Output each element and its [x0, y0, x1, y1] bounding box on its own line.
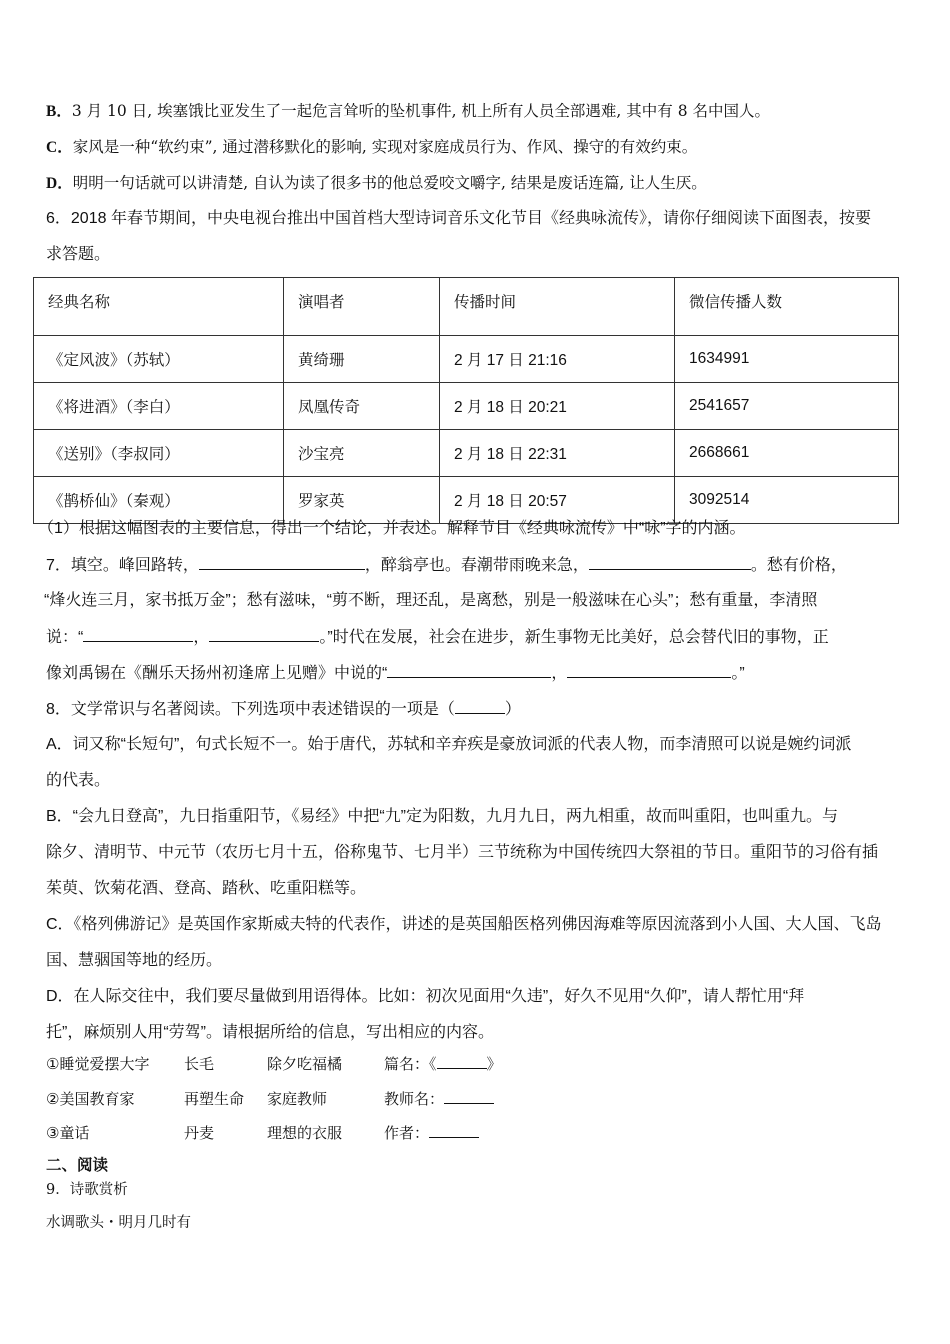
q8-option-d-line1: D．在人际交往中，我们要尽量做到用语得体。比如：初次见面用“久违”，好久不见用“久仰”，请人帮忙用“拜 [46, 988, 805, 1005]
clue-answer [384, 1088, 494, 1109]
q7-line2: “烽火连三月，家书抵万金”；愁有滋味，“剪不断，理还乱，是离愁，别是一般滋味在心头”；愁有重量，李清照 [44, 592, 818, 609]
answer-label: 教师名： [384, 1090, 445, 1108]
table-row [34, 430, 899, 477]
q8-option-b-line1: B．“会九日登高”，九日指重阳节，《易经》中把“九”定为阳数，九月九日，两九相重，故而叫重阳，也叫重九。与 [46, 808, 838, 825]
answer-blank[interactable] [429, 1123, 479, 1138]
clue-answer [384, 1122, 479, 1143]
q7-text: 7．填空。峰回路转， [46, 557, 199, 574]
q7-line3 [46, 627, 829, 648]
q7-text: 。” [731, 665, 745, 682]
table-cell: 3092514 [675, 477, 899, 524]
table-cell: 黄绮珊 [284, 336, 440, 383]
clue-cell: ③童话 [46, 1124, 90, 1142]
q8-option-d-line2: 托”，麻烦别人用“劳驾”。请根据所给的信息，写出相应的内容。 [46, 1024, 494, 1041]
table-header-cell: 传播时间 [440, 278, 675, 336]
q6-subquestion-1: （1）根据这幅图表的主要信息，得出一个结论，并表述。解释节目《经典咏流传》中“咏”字的内涵。 [38, 520, 746, 537]
option-text: 明明一句话就可以讲清楚, 自认为读了很多书的他总爱咬文嚼字, 结果是废话连篇, 让人生厌。 [72, 174, 707, 192]
table-cell: 2668661 [675, 430, 899, 477]
table-cell: 罗家英 [284, 477, 440, 524]
q8-option-a-line1: A．词又称“长短句”，句式长短不一。始于唐代，苏轼和辛弃疾是豪放词派的代表人物，而李清照可以说是婉约词派 [46, 736, 852, 753]
q8-option-b-line2: 除夕、清明节、中元节（农历七月十五，俗称鬼节、七月半）三节统称为中国传统四大祭祖的节日。重阳节的习俗有插 [46, 844, 879, 861]
q7-text: ，醉翁亭也。春潮带雨晚来急， [364, 557, 589, 574]
clue-cell: 长毛 [184, 1055, 215, 1073]
answer-blank[interactable] [209, 627, 319, 642]
table-row [34, 383, 899, 430]
q6-data-table [33, 277, 899, 524]
table-cell: 2541657 [675, 383, 899, 430]
table-cell: 2 月 18 日 22:31 [440, 430, 675, 477]
q7-line4 [46, 663, 745, 684]
q5-option-d [46, 173, 707, 194]
q7-text: ， [551, 665, 568, 682]
answer-blank[interactable] [437, 1054, 487, 1069]
q7-text: ， [193, 629, 210, 646]
q8-option-c-line2: 国、慧骃国等地的经历。 [46, 952, 223, 969]
table-cell: 《鹊桥仙》（秦观） [34, 477, 284, 524]
table-row [34, 477, 899, 524]
clue-answer [384, 1053, 502, 1074]
q8-text: ） [504, 701, 521, 718]
table-cell: 2 月 17 日 21:16 [440, 336, 675, 383]
clue-cell: 除夕吃福橘 [267, 1055, 343, 1073]
q6-stem-line1: 6．2018 年春节期间，中央电视台推出中国首档大型诗词音乐文化节目《经典咏流传》，请你仔细阅读下面图表，按要 [46, 210, 871, 227]
option-text: 家风是一种“软约束”, 通过潜移默化的影响, 实现对家庭成员行为、作风、操守的有效约束。 [72, 138, 698, 156]
answer-blank[interactable] [387, 663, 551, 678]
answer-blank[interactable] [83, 627, 193, 642]
clue-cell: ②美国教育家 [46, 1090, 135, 1108]
table-cell: 凤凰传奇 [284, 383, 440, 430]
table-cell: 沙宝亮 [284, 430, 440, 477]
q5-option-c [46, 137, 697, 158]
answer-blank[interactable] [589, 555, 751, 570]
table-row [34, 336, 899, 383]
table-cell: 《送别》（李叔同） [34, 430, 284, 477]
option-text: 3 月 10 日, 埃塞饿比亚发生了一起危言耸听的坠机事件, 机上所有人员全部遇难, 其中有 8 名中国人。 [71, 102, 770, 120]
answer-blank[interactable] [199, 555, 365, 570]
answer-blank[interactable] [567, 663, 731, 678]
clue-cell: 再塑生命 [184, 1090, 245, 1108]
q5-option-b [46, 101, 770, 122]
option-letter: C． [46, 139, 73, 156]
clue-cell: ①睡觉爱摆大字 [46, 1055, 150, 1073]
q8-text: 8．文学常识与名著阅读。下列选项中表述错误的一项是（ [46, 701, 455, 718]
table-cell: 2 月 18 日 20:21 [440, 383, 675, 430]
poem-title: 水调歌头・明月几时有 [46, 1215, 191, 1231]
q7-text: 说：“ [46, 629, 84, 646]
answer-label: 篇名：《 [384, 1055, 437, 1073]
answer-blank[interactable] [455, 699, 505, 714]
answer-label: 作者： [384, 1124, 430, 1142]
q8-option-a-line2: 的代表。 [46, 772, 111, 789]
q6-stem-line2: 求答题。 [46, 246, 111, 263]
table-header-cell: 经典名称 [34, 278, 284, 336]
answer-label: 》 [486, 1055, 502, 1073]
answer-blank[interactable] [444, 1089, 494, 1104]
q7-text: 。”时代在发展，社会在进步，新生事物无比美好，总会替代旧的事物，正 [319, 629, 829, 646]
q7-text: 像刘禹锡在《酬乐天扬州初逢席上见赠》中说的“ [46, 665, 388, 682]
q9-title: 9．诗歌赏析 [46, 1182, 128, 1198]
option-letter: B． [46, 103, 72, 120]
q7-line1 [46, 555, 847, 576]
table-header-row [34, 278, 899, 336]
clue-cell: 丹麦 [184, 1124, 215, 1142]
table-cell: 2 月 18 日 20:57 [440, 477, 675, 524]
table-header-cell: 演唱者 [284, 278, 440, 336]
table-cell: 《将进酒》（李白） [34, 383, 284, 430]
table-header-cell: 微信传播人数 [675, 278, 899, 336]
q8-option-c-line1: C．《格列佛游记》是英国作家斯威夫特的代表作，讲述的是英国船医格列佛因海难等原因流落到小人国、大人国、飞岛 [46, 916, 882, 933]
q8-stem [46, 699, 521, 720]
clue-cell: 理想的衣服 [267, 1124, 343, 1142]
option-letter: D． [46, 175, 73, 192]
table-cell: 《定风波》（苏轼） [34, 336, 284, 383]
table-cell: 1634991 [675, 336, 899, 383]
q8-option-b-line3: 茱萸、饮菊花酒、登高、踏秋、吃重阳糕等。 [46, 880, 367, 897]
q7-text: 。愁有价格， [750, 557, 847, 574]
section-heading: 二、阅读 [46, 1156, 109, 1174]
clue-cell: 家庭教师 [267, 1090, 328, 1108]
